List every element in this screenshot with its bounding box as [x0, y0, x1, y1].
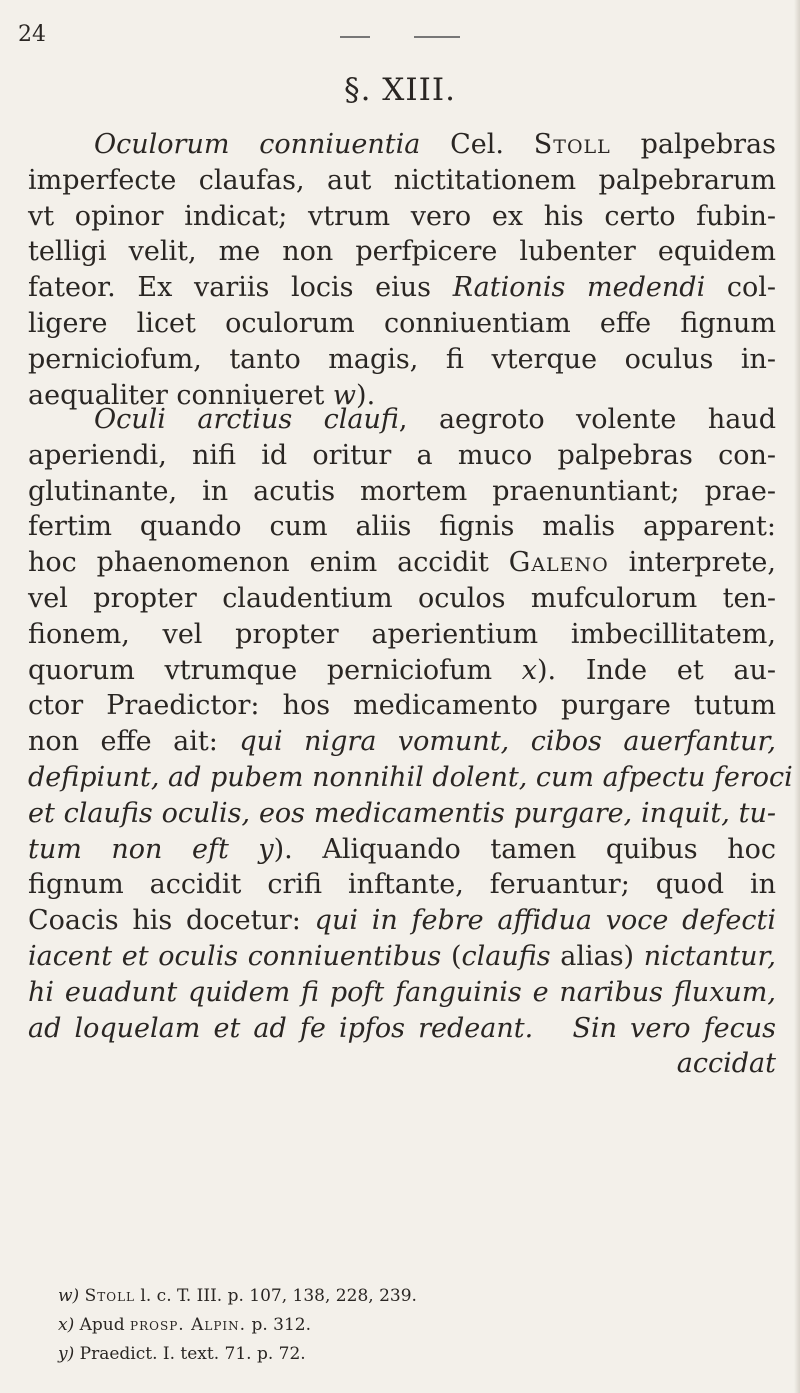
text-line: perniciofum, tanto magis, fi vterque oculus in- — [28, 343, 776, 375]
section-heading: §. XIII. — [344, 72, 456, 108]
paragraph-1 — [28, 127, 776, 413]
text-line: hoc phaenomenon enim accidit Galeno interprete, — [28, 547, 776, 579]
footnotes — [58, 1282, 758, 1369]
page-number: 24 — [18, 22, 46, 47]
text-line: Coacis his docetur: qui in febre affidua voce defecti — [28, 905, 776, 937]
text-line: aperiendi, nifi id oritur a muco palpebras con- — [28, 439, 776, 471]
text-line: ligere licet oculorum conniuentiam effe fignum — [28, 307, 776, 339]
text-line: aequaliter conniueret w). — [28, 379, 376, 411]
text-line: tum non eft y). Aliquando tamen quibus hoc — [28, 833, 776, 865]
text-line: Oculorum conniuentia Cel. Stoll palpebras — [94, 129, 776, 160]
text-line: fertim quando cum aliis fignis malis apparent: — [28, 511, 776, 543]
catchword: accidat — [676, 1048, 776, 1080]
text-line: glutinante, in acutis mortem praenuntiant; prae- — [28, 475, 776, 507]
footnote-w: w) Stoll l. c. T. III. p. 107, 138, 228, 239. — [58, 1286, 417, 1306]
text-line: fateor. Ex variis locis eius Rationis medendi col- — [28, 272, 777, 304]
text-line: imperfecte claufas, aut nictitationem palpebrarum — [28, 164, 776, 196]
footnote-x: x) Apud prosp. Alpin. p. 312. — [58, 1315, 312, 1335]
text-line: vel propter claudentium oculos mufculorum ten- — [28, 582, 776, 614]
text-line: fignum accidit crifi inftante, feruantur; quod in — [28, 869, 776, 901]
header-rule-right — [414, 36, 460, 38]
text-line: et claufis oculis, eos medicamentis purgare, inquit, tu- — [28, 797, 776, 829]
text-line: hi euadunt quidem fi poft fanguinis e naribus fluxum, — [28, 976, 776, 1008]
text-line: quorum vtrumque perniciofum x). Inde et au- — [28, 654, 776, 686]
text-line: iacent et oculis conniuentibus (claufis alias) nictantur, — [28, 940, 776, 972]
text-line: telligi velit, me non perfpicere lubenter equidem — [28, 236, 776, 268]
footnote-y: y) Praedict. I. text. 71. p. 72. — [58, 1344, 306, 1364]
text-line: non effe ait: qui nigra vomunt, cibos auerfantur, — [28, 726, 776, 758]
text-line: ad loquelam et ad fe ipfos redeant. Sin vero fecus — [28, 1012, 777, 1044]
paragraph-2 — [28, 402, 793, 1082]
page-edge-shadow — [794, 0, 800, 1393]
text-line: vt opinor indicat; vtrum vero ex his certo fubin- — [28, 200, 776, 232]
text-line: fionem, vel propter aperientium imbecillitatem, — [28, 618, 776, 650]
text-line: defipiunt, ad pubem nonnihil dolent, cum afpectu feroci — [28, 761, 793, 793]
header-rule-left — [340, 36, 370, 38]
text-line: Oculi arctius claufi, aegroto volente haud — [94, 404, 776, 435]
text-line: ctor Praedictor: hos medicamento purgare tutum — [28, 690, 776, 722]
